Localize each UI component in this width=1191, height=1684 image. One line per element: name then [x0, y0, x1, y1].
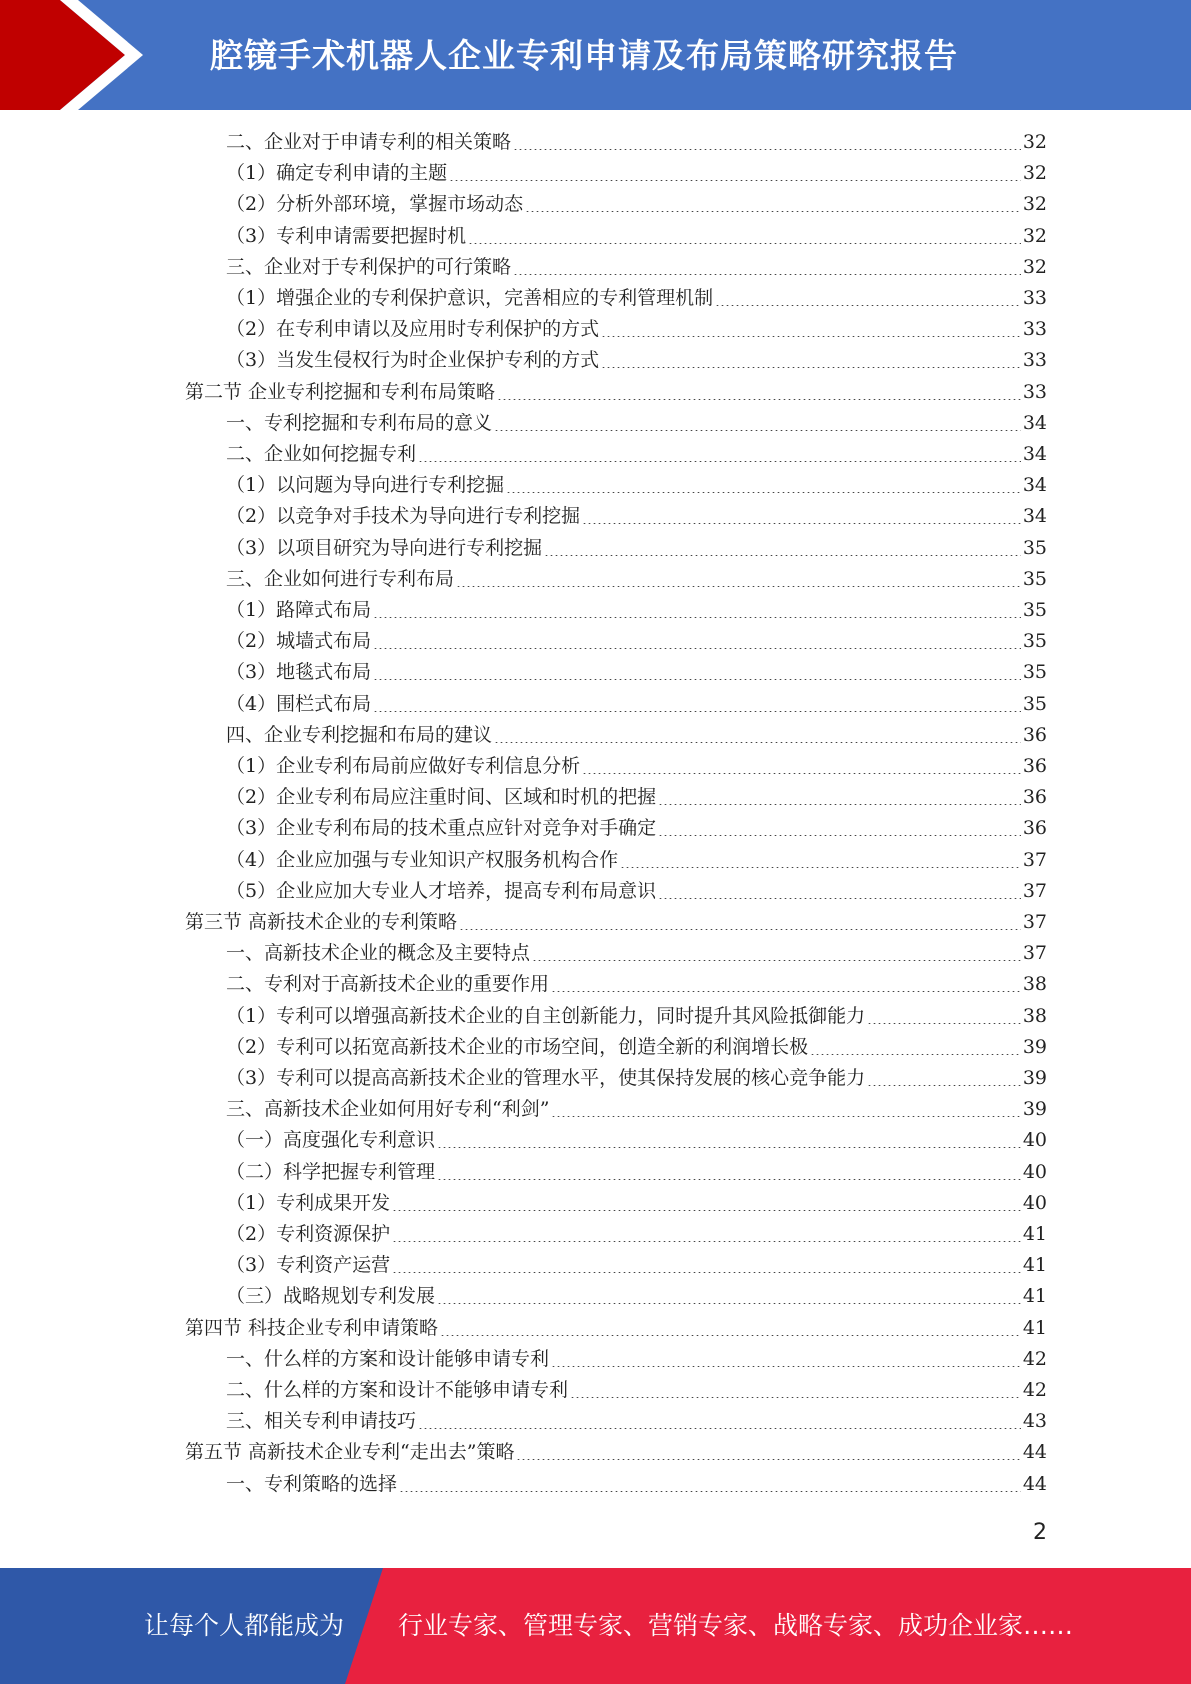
toc-entry-page: 35 [1022, 661, 1047, 684]
toc-entry[interactable] [226, 1125, 1047, 1156]
toc-entry-title: （2）企业专利布局应注重时间、区域和时机的把握 [226, 786, 657, 809]
toc-dot-leader [551, 1116, 1020, 1117]
toc-dot-leader [373, 617, 1021, 618]
toc-entry[interactable] [226, 626, 1047, 657]
toc-entry[interactable] [226, 408, 1047, 439]
toc-entry[interactable] [226, 876, 1047, 907]
toc-entry-title: （1）以问题为导向进行专利挖掘 [226, 474, 505, 497]
toc-entry-title: （3）专利可以提高高新技术企业的管理水平，使其保持发展的核心竞争能力 [226, 1067, 866, 1089]
page-header [0, 0, 1191, 110]
toc-entry-page: 40 [1022, 1191, 1047, 1214]
toc-entry[interactable] [226, 252, 1047, 283]
toc-entry-page: 34 [1022, 443, 1047, 465]
toc-entry-page: 41 [1022, 1223, 1047, 1245]
toc-dot-leader [544, 555, 1021, 556]
toc-dot-leader [373, 711, 1021, 712]
document-title: 腔镜手术机器人企业专利申请及布局策略研究报告 [210, 36, 958, 75]
toc-dot-leader [440, 1335, 1021, 1336]
toc-entry-title: （5）企业应加大专业人才培养，提高专利布局意识 [226, 879, 657, 902]
toc-entry-page: 39 [1022, 1067, 1047, 1089]
toc-entry-page: 44 [1022, 1441, 1047, 1464]
toc-dot-leader [810, 1054, 1021, 1055]
toc-entry[interactable] [185, 1313, 1047, 1344]
toc-entry[interactable] [185, 907, 1047, 938]
toc-entry-page: 41 [1022, 1316, 1047, 1339]
toc-dot-leader [468, 243, 1021, 244]
toc-dot-leader [437, 1179, 1021, 1180]
toc-entry-page: 36 [1022, 817, 1047, 840]
toc-entry-title: 三、相关专利申请技巧 [226, 1410, 417, 1433]
toc-entry-page: 34 [1022, 411, 1047, 434]
toc-entry-title: 二、什么样的方案和设计不能够申请专利 [226, 1379, 569, 1401]
toc-entry-title: 二、企业如何挖掘专利 [226, 443, 417, 465]
toc-dot-leader [494, 742, 1021, 743]
toc-dot-leader [867, 1085, 1021, 1086]
toc-dot-leader [506, 492, 1021, 493]
toc-entry-page: 32 [1022, 255, 1047, 278]
toc-entry-title: （三）战略规划专利发展 [226, 1285, 436, 1308]
toc-entry[interactable] [226, 564, 1047, 595]
toc-entry[interactable] [226, 751, 1047, 782]
toc-entry[interactable] [226, 720, 1047, 751]
toc-entry-page: 32 [1022, 224, 1047, 247]
toc-entry[interactable] [226, 439, 1047, 470]
toc-entry-title: 第五节 高新技术企业专利“走出去”策略 [185, 1441, 515, 1464]
toc-entry-title: （3）专利申请需要把握时机 [226, 224, 467, 247]
toc-entry-title: 三、高新技术企业如何用好专利“利剑” [226, 1098, 550, 1121]
toc-dot-leader [532, 960, 1021, 961]
toc-entry-page: 43 [1022, 1410, 1047, 1433]
toc-entry-title: （2）以竞争对手技术为导向进行专利挖掘 [226, 505, 581, 528]
toc-entry[interactable] [226, 533, 1047, 564]
toc-entry[interactable] [226, 1281, 1047, 1312]
toc-entry-title: （4）围栏式布局 [226, 692, 372, 715]
toc-dot-leader [582, 523, 1021, 524]
toc-entry-title: 第四节 科技企业专利申请策略 [185, 1316, 439, 1339]
toc-entry[interactable] [226, 189, 1047, 220]
toc-entry-title: 一、高新技术企业的概念及主要特点 [226, 942, 531, 965]
toc-entry-title: （1）增强企业的专利保护意识，完善相应的专利管理机制 [226, 287, 714, 309]
toc-dot-leader [418, 461, 1021, 462]
toc-entry[interactable] [226, 1250, 1047, 1281]
toc-entry-page: 35 [1022, 692, 1047, 715]
toc-entry-page: 44 [1022, 1472, 1047, 1495]
toc-entry-page: 32 [1022, 131, 1047, 153]
toc-dot-leader [525, 211, 1021, 212]
toc-dot-leader [418, 1428, 1021, 1429]
toc-dot-leader [601, 336, 1021, 337]
toc-entry-page: 37 [1022, 911, 1047, 933]
toc-entry-title: 二、专利对于高新技术企业的重要作用 [226, 973, 550, 996]
toc-entry-page: 33 [1022, 380, 1047, 403]
toc-entry[interactable] [226, 845, 1047, 876]
toc-dot-leader [658, 835, 1021, 836]
toc-entry-page: 36 [1022, 786, 1047, 809]
toc-dot-leader [449, 180, 1021, 181]
toc-entry-page: 41 [1022, 1254, 1047, 1277]
toc-dot-leader [437, 1303, 1021, 1304]
toc-entry-page: 35 [1022, 599, 1047, 621]
toc-entry-page: 37 [1022, 942, 1047, 965]
toc-entry-page: 35 [1022, 630, 1047, 653]
toc-entry-title: 一、专利挖掘和专利布局的意义 [226, 411, 493, 434]
toc-dot-leader [551, 991, 1021, 992]
toc-entry-page: 41 [1022, 1285, 1047, 1308]
toc-entry[interactable] [226, 283, 1047, 314]
toc-dot-leader [551, 1366, 1021, 1367]
toc-dot-leader [620, 867, 1021, 868]
toc-entry-page: 32 [1022, 162, 1047, 185]
toc-entry[interactable] [226, 1469, 1047, 1500]
toc-entry[interactable] [226, 158, 1047, 189]
toc-entry-title: （1）路障式布局 [226, 599, 372, 621]
toc-entry-title: （一）高度强化专利意识 [226, 1129, 436, 1152]
toc-entry-page: 37 [1022, 848, 1047, 871]
toc-dot-leader [582, 773, 1021, 774]
toc-entry-title: （2）城墙式布局 [226, 630, 372, 653]
toc-entry[interactable] [226, 1188, 1047, 1219]
toc-entry[interactable] [226, 782, 1047, 813]
toc-entry[interactable] [226, 1219, 1047, 1250]
toc-entry-title: （二）科学把握专利管理 [226, 1160, 436, 1183]
toc-entry-title: 一、什么样的方案和设计能够申请专利 [226, 1347, 550, 1370]
toc-entry-title: 一、专利策略的选择 [226, 1472, 398, 1495]
toc-entry[interactable] [226, 657, 1047, 688]
toc-dot-leader [497, 399, 1021, 400]
toc-dot-leader [373, 648, 1021, 649]
toc-entry-title: （3）企业专利布局的技术重点应针对竞争对手确定 [226, 817, 657, 840]
toc-entry[interactable] [226, 221, 1047, 252]
toc-entry-title: （3）当发生侵权行为时企业保护专利的方式 [226, 349, 600, 372]
toc-entry[interactable] [226, 345, 1047, 376]
toc-dot-leader [867, 1023, 1021, 1024]
page-footer [0, 1568, 1191, 1684]
toc-entry-title: （2）在专利申请以及应用时专利保护的方式 [226, 318, 600, 341]
toc-dot-leader [513, 274, 1021, 275]
toc-entry-page: 42 [1022, 1347, 1047, 1370]
toc-entry-title: （3）以项目研究为导向进行专利挖掘 [226, 536, 543, 559]
toc-entry-page: 38 [1022, 973, 1047, 996]
toc-entry-title: 四、企业专利挖掘和布局的建议 [226, 723, 493, 746]
footer-slogan-right: 行业专家、管理专家、营销专家、战略专家、成功企业家…… [398, 1611, 1074, 1640]
toc-entry-page: 42 [1022, 1379, 1047, 1401]
toc-entry-title: （4）企业应加强与专业知识产权服务机构合作 [226, 848, 619, 871]
toc-dot-leader [392, 1210, 1021, 1211]
toc-entry[interactable] [185, 377, 1047, 408]
toc-entry[interactable] [226, 595, 1047, 626]
toc-entry-page: 34 [1022, 505, 1047, 528]
toc-entry[interactable] [226, 938, 1047, 969]
toc-entry[interactable] [226, 969, 1047, 1000]
toc-entry[interactable] [185, 1437, 1047, 1468]
toc-dot-leader [459, 929, 1021, 930]
toc-entry-page: 38 [1022, 1004, 1047, 1027]
toc-entry-title: （2）专利资源保护 [226, 1223, 391, 1245]
toc-entry-page: 36 [1022, 755, 1047, 777]
toc-entry-page: 35 [1022, 536, 1047, 559]
toc-entry-title: 三、企业如何进行专利布局 [226, 567, 455, 590]
toc-entry[interactable] [226, 314, 1047, 345]
toc-dot-leader [715, 305, 1021, 306]
toc-dot-leader [570, 1397, 1021, 1398]
toc-dot-leader [513, 149, 1021, 150]
toc-entry[interactable] [226, 1032, 1047, 1063]
toc-entry[interactable] [226, 501, 1047, 532]
toc-entry-page: 35 [1022, 567, 1047, 590]
toc-entry-title: （1）企业专利布局前应做好专利信息分析 [226, 755, 581, 777]
toc-entry[interactable] [226, 1094, 1047, 1125]
toc-entry-page: 33 [1022, 287, 1047, 309]
toc-dot-leader [658, 804, 1021, 805]
toc-dot-leader [392, 1241, 1021, 1242]
toc-dot-leader [494, 430, 1021, 431]
toc-entry-page: 33 [1022, 349, 1047, 372]
toc-entry-title: 第三节 高新技术企业的专利策略 [185, 911, 458, 933]
toc-dot-leader [399, 1491, 1021, 1492]
toc-entry-page: 32 [1022, 193, 1047, 216]
toc-entry-page: 33 [1022, 318, 1047, 341]
toc-entry-title: （1）专利可以增强高新技术企业的自主创新能力，同时提升其风险抵御能力 [226, 1004, 866, 1027]
toc-dot-leader [373, 679, 1021, 680]
toc-entry-title: （3）专利资产运营 [226, 1254, 391, 1277]
toc-entry-page: 34 [1022, 474, 1047, 497]
toc-entry[interactable] [226, 1001, 1047, 1032]
toc-dot-leader [516, 1459, 1020, 1460]
toc-dot-leader [456, 586, 1021, 587]
toc-dot-leader [601, 367, 1021, 368]
toc-entry-title: 二、企业对于申请专利的相关策略 [226, 131, 512, 153]
toc-entry[interactable] [226, 689, 1047, 720]
header-arrow-decoration [0, 0, 160, 110]
toc-entry-title: 三、企业对于专利保护的可行策略 [226, 255, 512, 278]
page-number: 2 [1033, 1520, 1047, 1545]
toc-entry[interactable] [226, 1063, 1047, 1094]
toc-entry-page: 40 [1022, 1129, 1047, 1152]
toc-entry-title: 第二节 企业专利挖掘和专利布局策略 [185, 380, 496, 403]
toc-entry-title: （2）分析外部环境，掌握市场动态 [226, 193, 524, 216]
toc-dot-leader [392, 1272, 1021, 1273]
toc-dot-leader [658, 898, 1021, 899]
toc-entry[interactable] [226, 1344, 1047, 1375]
toc-entry[interactable] [226, 813, 1047, 844]
toc-entry-page: 39 [1022, 1098, 1047, 1121]
toc-entry-title: （3）地毯式布局 [226, 661, 372, 684]
toc-entry[interactable] [226, 470, 1047, 501]
toc-entry-title: （1）专利成果开发 [226, 1191, 391, 1214]
toc-entry-page: 37 [1022, 879, 1047, 902]
toc-entry[interactable] [226, 1406, 1047, 1437]
toc-entry-page: 39 [1022, 1035, 1047, 1058]
toc-entry-title: （1）确定专利申请的主题 [226, 162, 448, 185]
footer-slogan-left: 让每个人都能成为 [144, 1611, 345, 1640]
toc-entry-page: 40 [1022, 1160, 1047, 1183]
toc-entry-page: 36 [1022, 723, 1047, 746]
toc-entry[interactable] [226, 127, 1047, 158]
toc-entry[interactable] [226, 1375, 1047, 1406]
toc-entry[interactable] [226, 1157, 1047, 1188]
toc-entry-title: （2）专利可以拓宽高新技术企业的市场空间，创造全新的利润增长极 [226, 1035, 809, 1058]
toc-dot-leader [437, 1147, 1021, 1148]
